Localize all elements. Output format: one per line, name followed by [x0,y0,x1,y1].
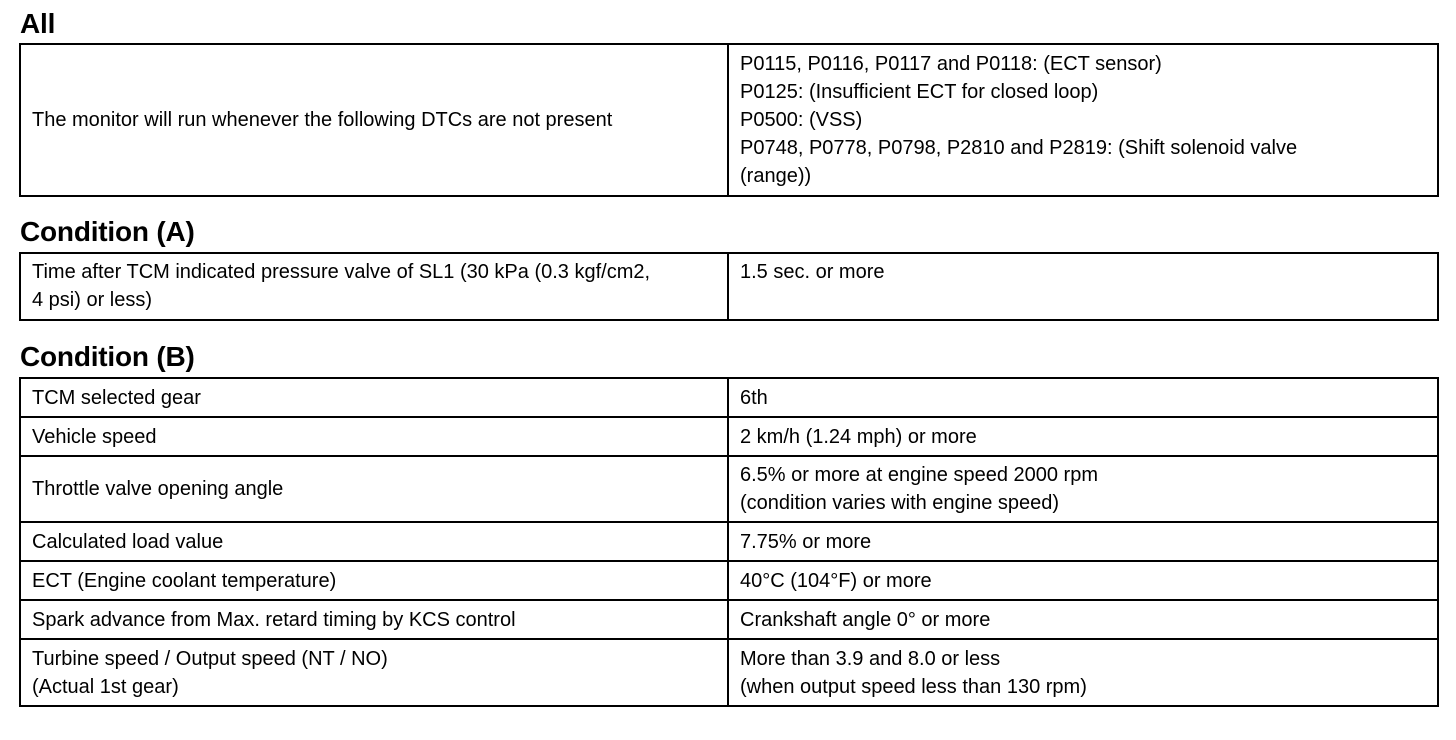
condition-value: 1.5 sec. or more [728,253,1438,320]
value-line: (condition varies with engine speed) [740,492,1060,514]
dtc-line: P0748, P0778, P0798, P2810 and P2819: (Shift solenoid valve [740,137,1298,159]
condition-label [20,639,728,706]
condition-value: 40°C (104°F) or more [728,561,1438,600]
table-row [20,378,1438,417]
condition-label: Vehicle speed [20,417,728,456]
value-line: More than 3.9 and 8.0 or less [740,647,1001,670]
table-row [20,44,1438,196]
condition-label: Spark advance from Max. retard timing by KCS control [20,600,728,639]
table-row [20,456,1438,522]
label-line: (Actual 1st gear) [32,675,179,698]
condition-value: 6th [728,378,1438,417]
condition-label: Throttle valve opening angle [20,456,728,522]
condition-value [728,44,1438,196]
value-line: 6.5% or more at engine speed 2000 rpm [740,464,1098,486]
table-row [20,600,1438,639]
all-conditions-table [19,43,1439,197]
label-line: 4 psi) or less) [32,289,153,311]
condition-label [20,253,728,320]
section-title-condition-a: Condition (A) [20,216,195,247]
condition-label: TCM selected gear [20,378,728,417]
condition-value [728,639,1438,706]
condition-label: The monitor will run whenever the following DTCs are not present [20,44,728,196]
label-line: Turbine speed / Output speed (NT / NO) [32,647,388,670]
condition-label: ECT (Engine coolant temperature) [20,561,728,600]
value-line: (when output speed less than 130 rpm) [740,675,1087,698]
dtc-line: P0115, P0116, P0117 and P0118: (ECT sensor) [740,53,1162,75]
condition-label: Calculated load value [20,522,728,561]
label-line: Time after TCM indicated pressure valve of SL1 (30 kPa (0.3 kgf/cm2, [32,261,651,283]
condition-b-table [19,377,1439,707]
table-row [20,253,1438,320]
dtc-line: (range)) [740,165,812,187]
condition-a-table [19,252,1439,321]
condition-value: Crankshaft angle 0° or more [728,600,1438,639]
condition-value: 7.75% or more [728,522,1438,561]
dtc-line: P0500: (VSS) [740,109,863,131]
table-row [20,639,1438,706]
section-title-all: All [20,8,56,39]
table-row [20,522,1438,561]
section-title-condition-b: Condition (B) [20,341,195,372]
condition-value: 2 km/h (1.24 mph) or more [728,417,1438,456]
dtc-line: P0125: (Insufficient ECT for closed loop) [740,81,1099,103]
table-row [20,561,1438,600]
condition-value [728,456,1438,522]
table-row [20,417,1438,456]
